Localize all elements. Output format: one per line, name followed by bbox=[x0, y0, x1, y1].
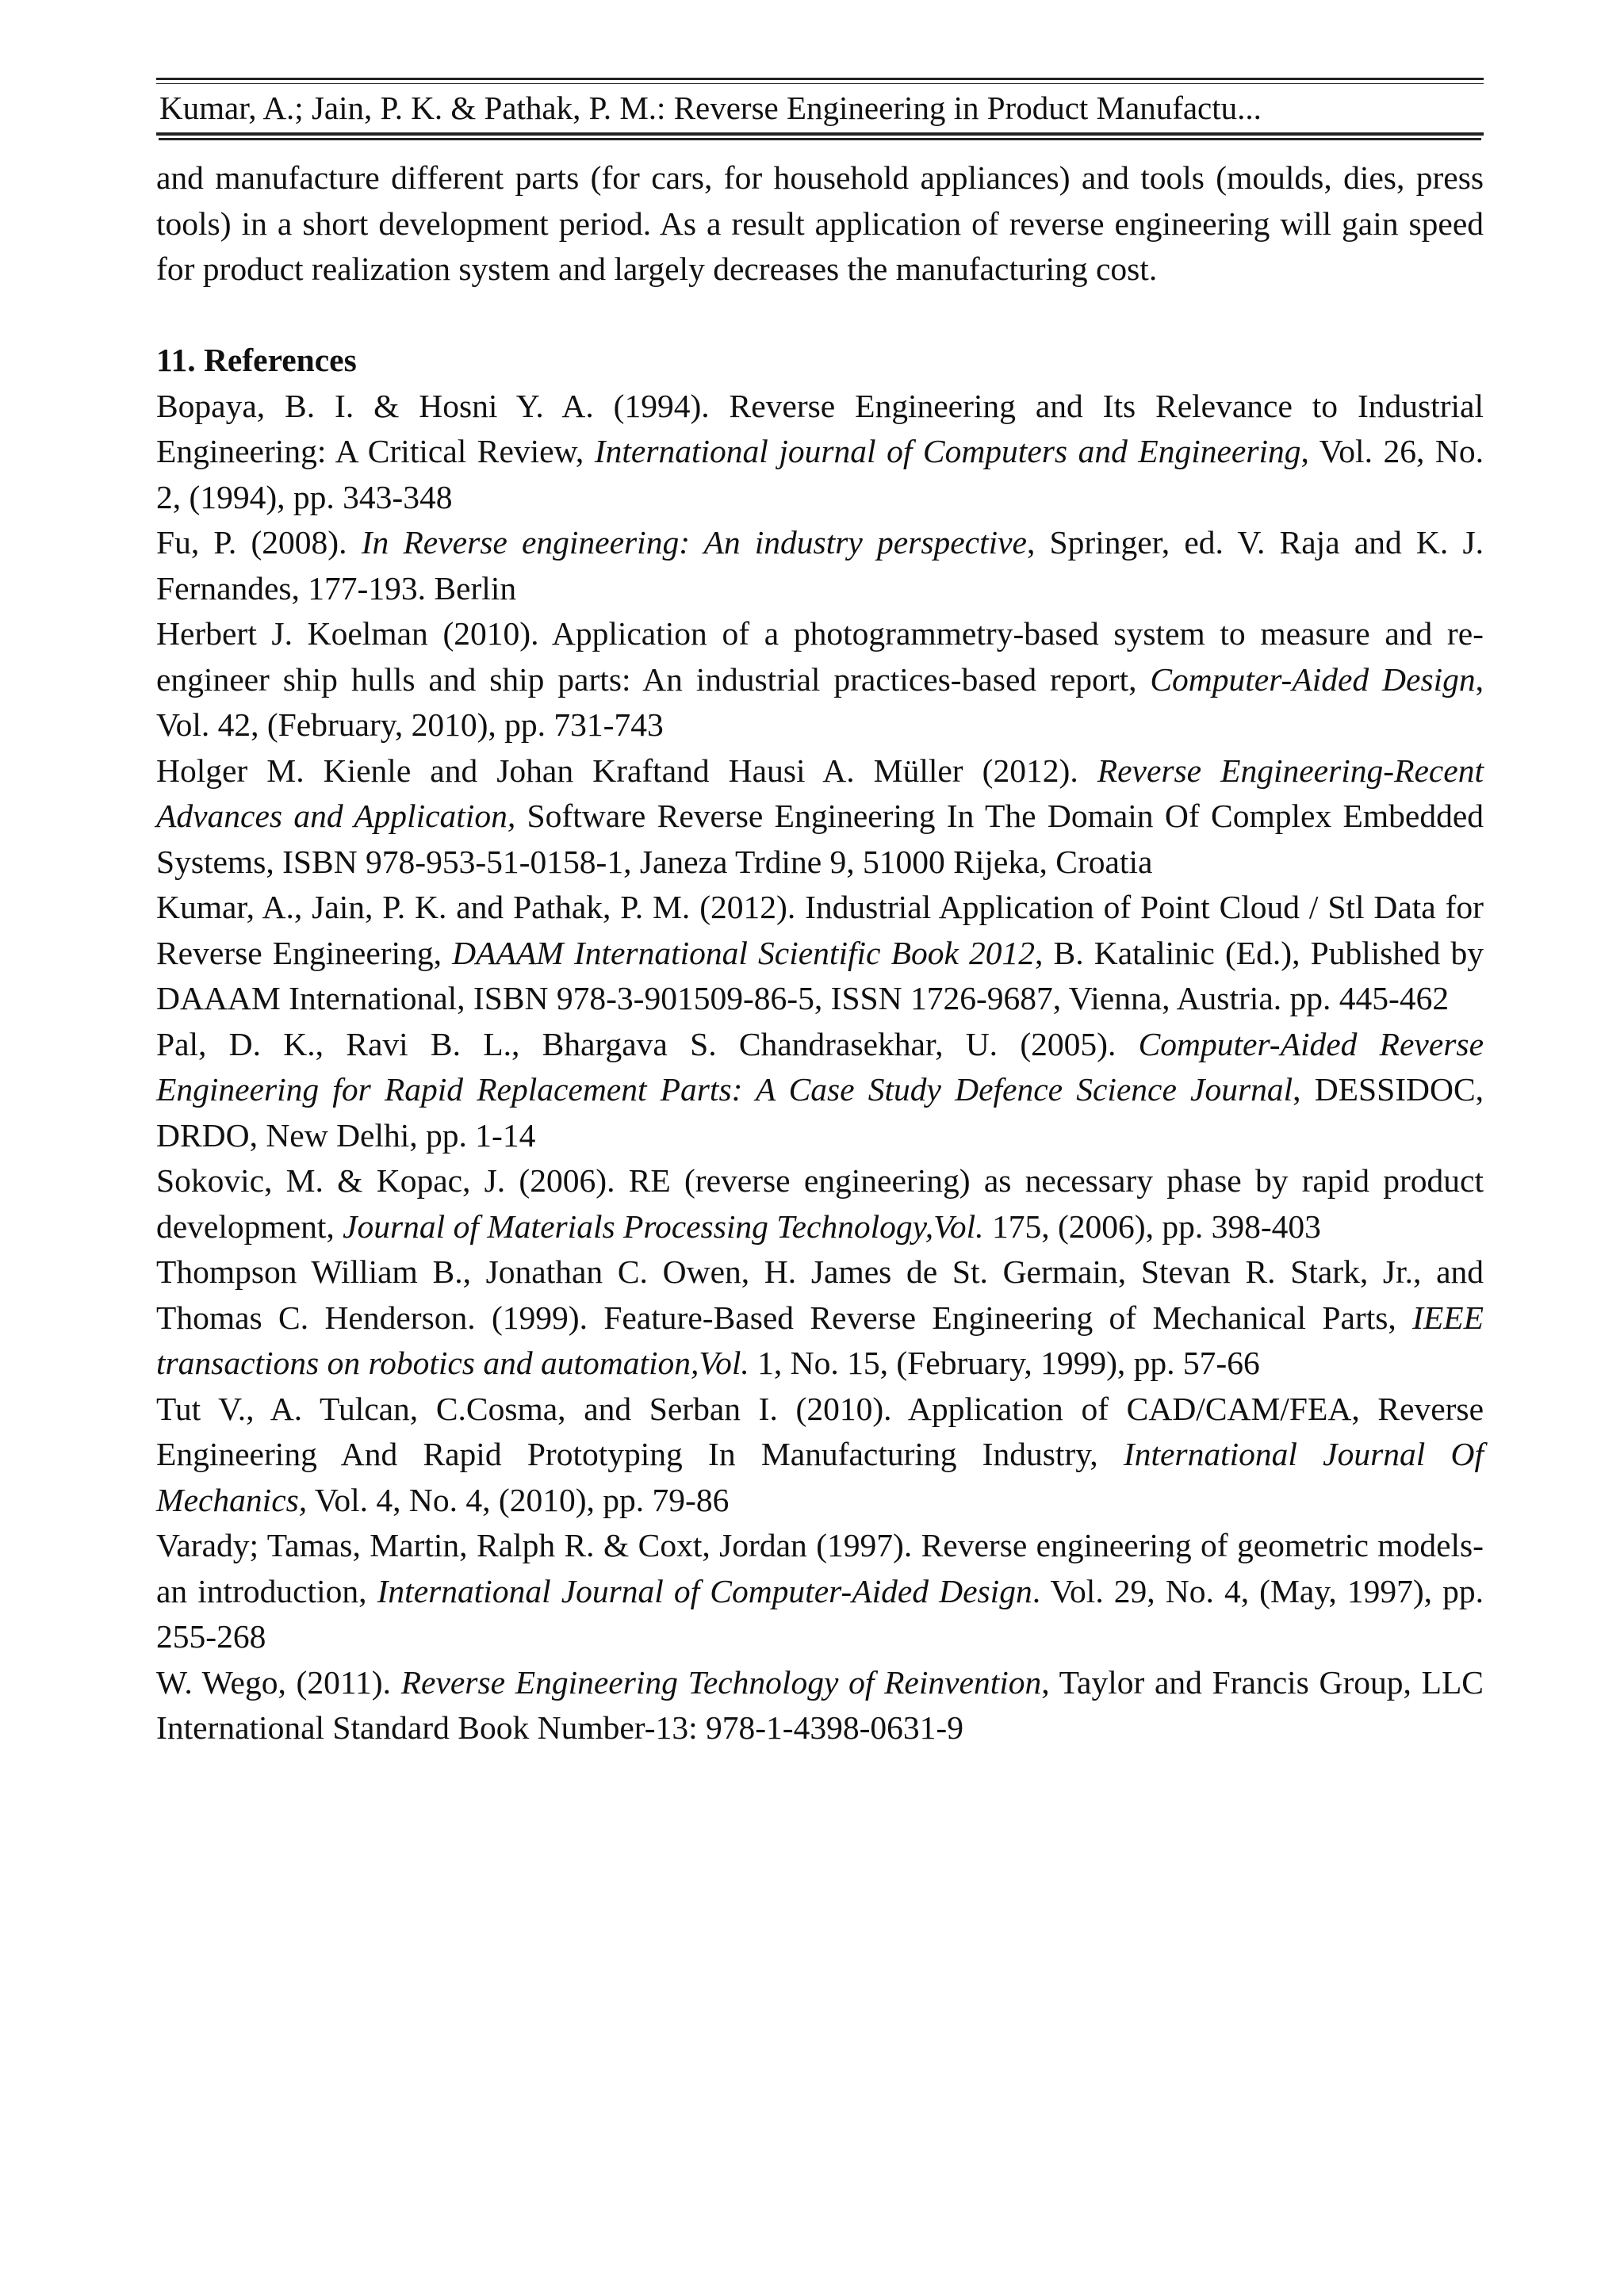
reference-source: DAAAM International Scientific Book 2012 bbox=[452, 934, 1036, 971]
reference-text: Varady; Tamas, Martin, Ralph R. & Coxt, Jordan (1997). Reverse engineering of geometric models-an introduction, bbox=[156, 1527, 1484, 1609]
reference-item bbox=[156, 748, 1484, 886]
reference-item bbox=[156, 1523, 1484, 1660]
reference-text: W. Wego, (2011). bbox=[156, 1663, 401, 1701]
running-header bbox=[156, 78, 1484, 136]
reference-text: Bopaya, B. I. & Hosni Y. A. (1994). Reverse Engineering and Its Relevance to Industrial Engineering: A Critical Review, bbox=[156, 387, 1484, 469]
reference-source: Computer-Aided Design bbox=[1150, 660, 1476, 698]
reference-text: Kumar, A., Jain, P. K. and Pathak, P. M. (2012). Industrial Application of Point Cloud / Stl Data for Reverse Engineering, bbox=[156, 889, 1484, 971]
reference-item bbox=[156, 1022, 1484, 1159]
reference-source: Reverse Engineering Technology of Reinvention bbox=[400, 1663, 1042, 1701]
reference-source: Reverse Engineering-Recent Advances and Application, bbox=[156, 752, 1484, 834]
reference-details: . Vol. 29, No. 4, (May, 1997), pp. 255-268 bbox=[156, 1572, 1484, 1655]
reference-source: International Journal of Computer-Aided Design bbox=[377, 1572, 1032, 1609]
intro-paragraph: and manufacture different parts (for cars, for household appliances) and tools (moulds, dies, press tools) in a short development period. As a result application of reverse engineering will gain speed for product realization system and largely decreases the manufacturing cost. bbox=[156, 159, 1484, 287]
reference-details: , Vol. 26, No. 2, (1994), pp. 343-348 bbox=[156, 433, 1484, 515]
reference-source: In Reverse engineering: An industry perspective bbox=[361, 524, 1027, 561]
reference-item bbox=[156, 384, 1484, 521]
reference-text: Tut V., A. Tulcan, C.Cosma, and Serban I. (2010). Application of CAD/CAM/FEA, Reverse Engineering And Rapid Prototyping In Manufacturing Industry, bbox=[156, 1390, 1484, 1472]
reference-details: , DESSIDOC, DRDO, New Delhi, pp. 1-14 bbox=[156, 1071, 1484, 1154]
reference-details: Software Reverse Engineering In The Domain Of Complex Embedded Systems, ISBN 978-953-51-0158-1, Janeza Trdine 9, 51000 Rijeka, Croatia bbox=[156, 798, 1484, 880]
reference-source: Computer-Aided Reverse Engineering for Rapid Replacement Parts: A Case Study Defence Science Journal bbox=[156, 1025, 1484, 1108]
reference-details: Vol. 4, No. 4, (2010), pp. 79-86 bbox=[307, 1481, 730, 1518]
reference-item bbox=[156, 885, 1484, 1022]
reference-text: Herbert J. Koelman (2010). Application of a photogrammetry-based system to measure and re-engineer ship hulls and ship parts: An industrial practices-based report, bbox=[156, 615, 1484, 698]
reference-source: Journal of Materials Processing Technology,Vol. bbox=[343, 1207, 984, 1245]
reference-source: International Journal Of Mechanics, bbox=[156, 1436, 1484, 1518]
reference-details: , B. Katalinic (Ed.), Published by DAAAM International, ISBN 978-3-901509-86-5, ISSN 1726-9687, Vienna, Austria. pp. 445-462 bbox=[156, 934, 1484, 1016]
reference-text: Fu, P. (2008). bbox=[156, 524, 362, 561]
reference-text: Thompson William B., Jonathan C. Owen, H. James de St. Germain, Stevan R. Stark, Jr., and Thomas C. Henderson. (1999). Feature-Based Reverse Engineering of Mechanical Parts, bbox=[156, 1253, 1484, 1336]
reference-item bbox=[156, 1249, 1484, 1387]
reference-item bbox=[156, 1660, 1484, 1751]
reference-source: International journal of Computers and Engineering bbox=[594, 433, 1301, 469]
reference-source: IEEE transactions on robotics and automation,Vol. bbox=[156, 1299, 1484, 1381]
reference-details: , Vol. 42, (February, 2010), pp. 731-743 bbox=[156, 660, 1484, 743]
section-heading: 11. References bbox=[156, 342, 357, 378]
reference-item bbox=[156, 1387, 1484, 1524]
reference-details: , Taylor and Francis Group, LLC International Standard Book Number-13: 978-1-4398-0631-9 bbox=[156, 1663, 1484, 1746]
reference-details: , Springer, ed. V. Raja and K. J. Fernandes, 177-193. Berlin bbox=[156, 524, 1484, 607]
reference-details: 175, (2006), pp. 398-403 bbox=[983, 1207, 1321, 1245]
reference-details: 1, No. 15, (February, 1999), pp. 57-66 bbox=[749, 1345, 1260, 1381]
reference-list bbox=[156, 384, 1484, 1751]
header-rule bbox=[156, 83, 1484, 84]
running-head-text: Kumar, A.; Jain, P. K. & Pathak, P. M.: Reverse Engineering in Product Manufactu... bbox=[159, 90, 1262, 126]
reference-item bbox=[156, 520, 1484, 611]
reference-item bbox=[156, 611, 1484, 748]
reference-text: Sokovic, M. & Kopac, J. (2006). RE (reverse engineering) as necessary phase by rapid product development, bbox=[156, 1162, 1484, 1245]
reference-text: Holger M. Kienle and Johan Kraftand Hausi A. Müller (2012). bbox=[156, 752, 1097, 789]
body-content bbox=[156, 155, 1484, 1751]
reference-item bbox=[156, 1158, 1484, 1249]
reference-text: Pal, D. K., Ravi B. L., Bhargava S. Chandrasekhar, U. (2005). bbox=[156, 1025, 1139, 1062]
